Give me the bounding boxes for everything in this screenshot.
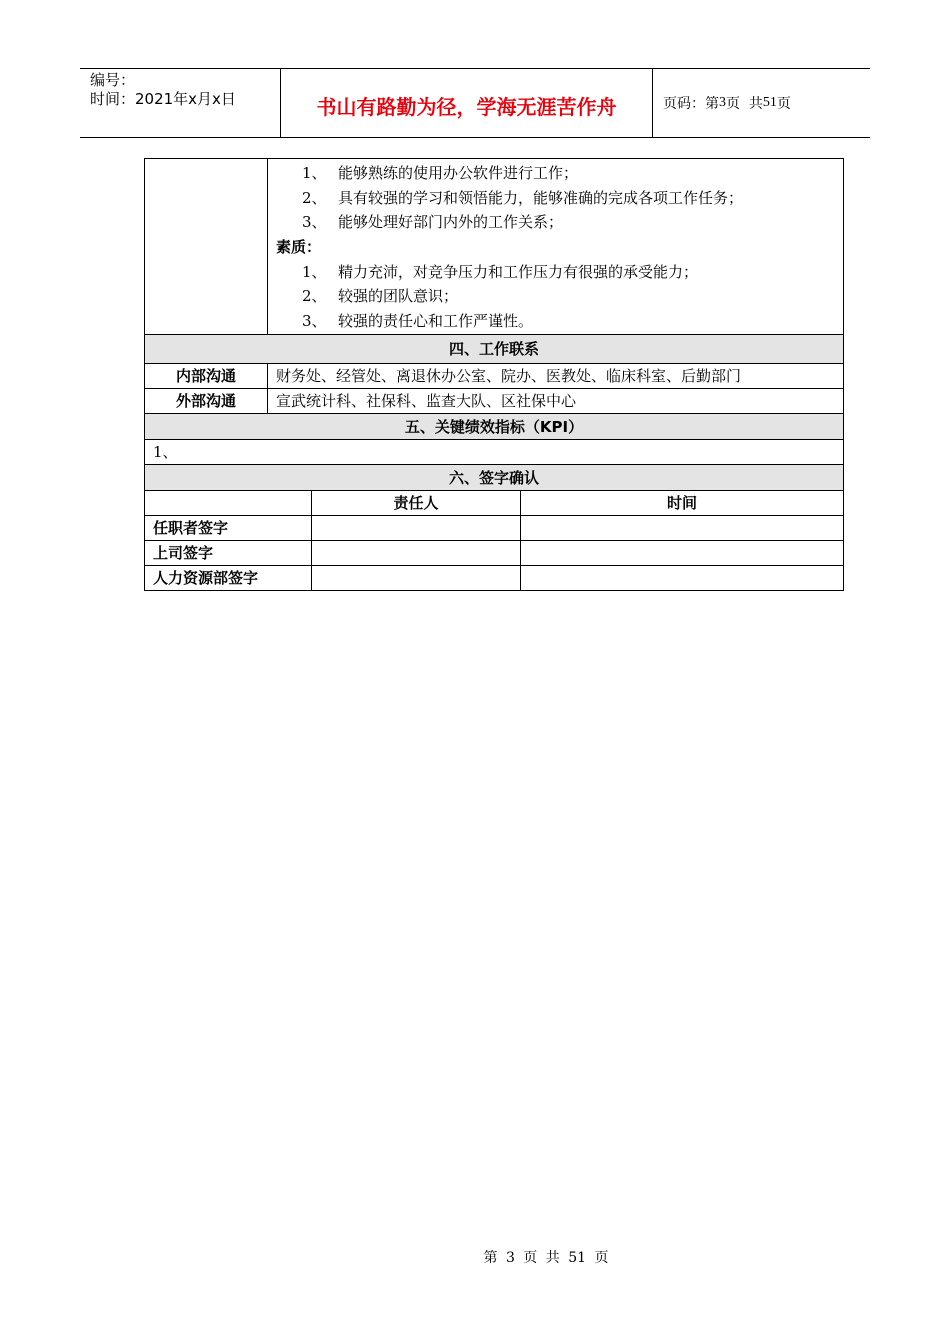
date-label: 时间：2021年x月x日 xyxy=(90,90,236,108)
kpi-item: 1、 xyxy=(145,439,844,464)
signature-person-cell xyxy=(312,540,521,565)
signature-row-label: 任职者签字 xyxy=(145,515,312,540)
signature-person-cell xyxy=(312,565,521,590)
page-header xyxy=(80,68,870,138)
page-current: 3 xyxy=(719,95,726,110)
quality-heading: 素质： xyxy=(276,238,322,257)
header-page-info xyxy=(653,69,870,137)
signature-corner xyxy=(145,490,312,515)
signature-time-cell xyxy=(521,540,844,565)
list-item: 1、 精力充沛，对竞争压力和工作压力有很强的承受能力； xyxy=(302,262,699,281)
signature-row-label: 人力资源部签字 xyxy=(145,565,312,590)
external-comm-label: 外部沟通 xyxy=(145,388,268,413)
page-total: 51 xyxy=(762,95,777,110)
internal-comm-label: 内部沟通 xyxy=(145,363,268,388)
external-comm-value: 宣武统计科、社保科、监查大队、区社保中心 xyxy=(268,388,844,413)
header-meta xyxy=(80,69,281,137)
list-item: 3、 较强的责任心和工作严谨性。 xyxy=(302,312,534,331)
list-item: 2、 较强的团队意识； xyxy=(302,287,459,306)
section-title-signature: 六、签字确认 xyxy=(145,464,844,490)
page-footer: 第 3 页 共 51 页 xyxy=(483,1250,609,1266)
list-item: 1、 能够熟练的使用办公软件进行工作； xyxy=(302,164,579,182)
number-label: 编号： xyxy=(90,71,136,89)
page-suffix: 页 xyxy=(776,96,791,112)
job-description-table xyxy=(144,158,844,591)
requirements-content xyxy=(268,159,844,335)
header-motto: 书山有路勤为径，学海无涯苦作舟 xyxy=(281,69,653,137)
signature-time-cell xyxy=(521,565,844,590)
requirements-row xyxy=(145,159,844,335)
requirements-label-cell xyxy=(145,159,268,335)
col-time-header: 时间 xyxy=(521,490,844,515)
signature-time-cell xyxy=(521,515,844,540)
list-item: 3、 能够处理好部门内外的工作关系； xyxy=(302,213,564,232)
list-item: 2、 具有较强的学习和领悟能力，能够准确的完成各项工作任务； xyxy=(302,188,744,207)
internal-comm-value: 财务处、经管处、离退休办公室、院办、医教处、临床科室、后勤部门 xyxy=(268,363,844,388)
signature-row-label: 上司签字 xyxy=(145,540,312,565)
section-title-relations: 四、工作联系 xyxy=(145,334,844,363)
section-title-kpi: 五、关键绩效指标（KPI） xyxy=(145,413,844,439)
page-prefix: 页码：第 xyxy=(663,96,719,112)
col-person-header: 责任人 xyxy=(312,490,521,515)
page-mid: 页 共 xyxy=(726,96,763,112)
signature-person-cell xyxy=(312,515,521,540)
